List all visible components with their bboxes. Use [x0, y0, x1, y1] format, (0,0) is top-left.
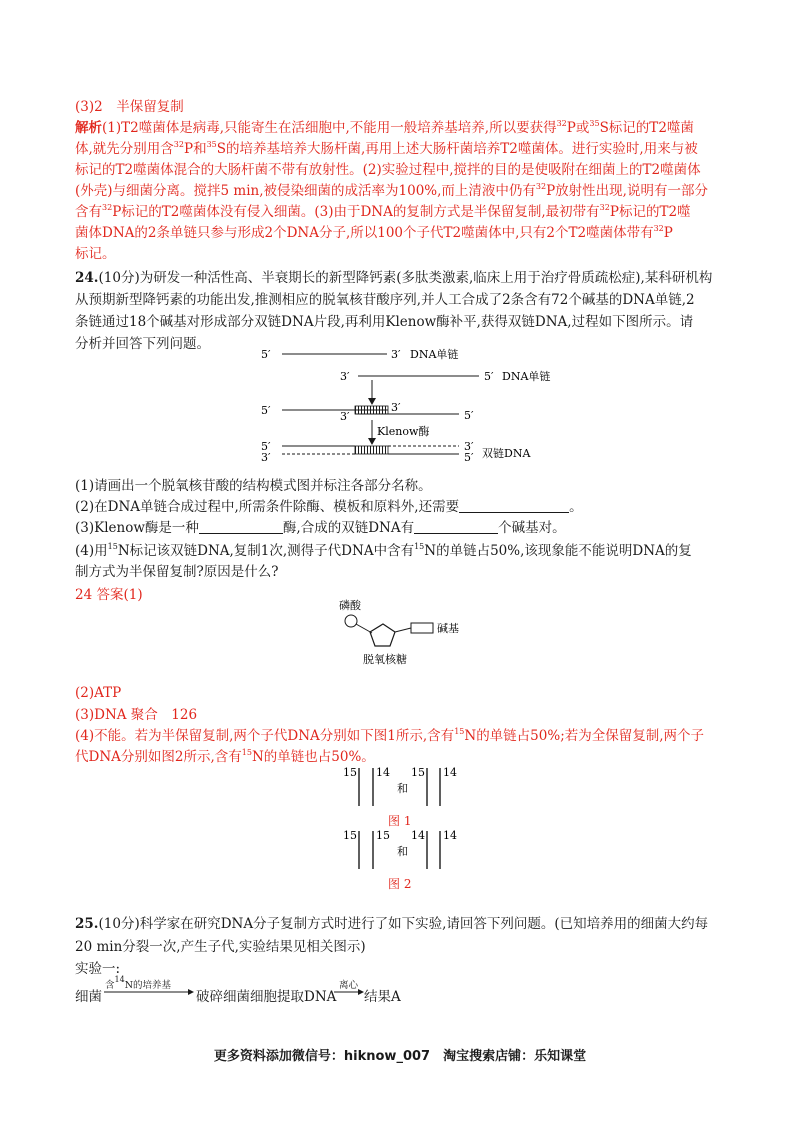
q23-explanation-line-6: 菌体DNA的2条单链只参与形成2个DNA分子,所以100个子代T2噬菌体中,只有2个T2噬菌体带有$^{32}$P	[75, 224, 673, 241]
arrow-2-head	[368, 438, 376, 445]
fig1-caption: 图 1	[388, 814, 412, 828]
dna-synthesis-diagram	[255, 342, 555, 468]
q24-answer-heading: 24 答案(1)	[75, 587, 143, 603]
q24-stem-line-2: 从预期新型降钙素的功能出发,推测相应的脱氧核苷酸序列,并人工合成了2条含有72个碱基的DNA单链,2	[75, 292, 695, 308]
q24-answer-4-line-1: (4)不能。若为半保留复制,两个子代DNA分别如下图1所示,含有$^{15}$N的单链占50%;若为全保留复制,两个子	[75, 727, 705, 744]
q23-explanation-line-1: 解析(1)T2噬菌体是病毒,只能寄生在活细胞中,不能用一般培养基培养,所以要获得$^{32}$P或$^{35}$S标记的T2噬菌	[75, 119, 694, 136]
annealed-5prime-label: 5′	[261, 404, 271, 417]
q23-explanation-line-2: 体,就先分别用含$^{32}$P和$^{35}$S的培养基培养大肠杆菌,再用上述大肠杆菌培养T2噬菌体。进行实验时,用来与被	[75, 140, 698, 157]
answer-blank-3b[interactable]	[414, 519, 498, 534]
nucleotide-diagram	[325, 595, 485, 670]
experiment-1-flow	[75, 976, 475, 1006]
deoxyribose-label: 脱氧核糖	[363, 653, 407, 666]
flow-bacteria: 细菌	[75, 989, 102, 1005]
q23-explanation-line-7: 标记。	[75, 246, 116, 262]
fig1-strand-label-2: 14	[376, 766, 390, 779]
figure-2	[330, 825, 470, 893]
fig2-strand-label-2: 15	[376, 829, 390, 842]
q24-stem-line-4: 分析并回答下列问题。	[75, 336, 210, 352]
strand1-label: DNA单链	[410, 348, 459, 361]
base-rect	[411, 623, 433, 633]
answer-blank-3a[interactable]	[199, 519, 283, 534]
q24-sub-2: (2)在DNA单链合成过程中,所需条件除酶、模板和原料外,还需要 。	[75, 499, 583, 515]
annealed-3prime-bottom-label: 3′	[340, 410, 350, 423]
q24-answer-3: (3)DNA 聚合 126	[75, 707, 198, 723]
flow-result-a: 结果A	[364, 989, 401, 1005]
klenow-enzyme-label: Klenow酶	[377, 425, 430, 438]
fig1-and: 和	[397, 782, 408, 795]
q24-stem-line-3: 条链通过18个碱基对形成部分双链DNA片段,再利用Klenow酶补平,获得双链DNA,过程如下图所示。请	[75, 314, 694, 330]
q24-sub-1: (1)请画出一个脱氧核苷酸的结构模式图并标注各部分名称。	[75, 478, 432, 494]
phosphate-label: 磷酸	[339, 599, 361, 612]
q24-answer-2: (2)ATP	[75, 685, 122, 701]
flow-extract-dna: 破碎细菌细胞提取DNA	[196, 989, 337, 1005]
q23-answer-line: (3)2 半保留复制	[75, 99, 184, 115]
strand2-3prime-label: 3′	[340, 370, 350, 383]
flow-arrow-1-label: 含$^{14}$N的培养基	[105, 975, 172, 991]
arrow-1-head	[368, 398, 376, 405]
q23-explanation-line-5: 含有$^{32}$P标记的T2噬菌体没有侵入细菌。(3)由于DNA的复制方式是半保留复制,最初带有$^{32}$P标记的T2噬	[75, 203, 691, 220]
ds-3prime-top-label: 3′	[464, 440, 474, 453]
flow-arrow-2	[334, 988, 366, 996]
strand1-3prime-label: 3′	[391, 348, 401, 361]
figure-1	[330, 762, 470, 830]
strand2-5prime-label: 5′	[484, 370, 494, 383]
fig2-and: 和	[397, 845, 408, 858]
answer-blank-2[interactable]	[459, 498, 569, 513]
q23-explanation-line-3: 标记的T2噬菌体混合的大肠杆菌不带有放射性。(2)实验过程中,搅拌的目的是使吸附在细菌上的T2噬菌体	[75, 162, 701, 178]
base-label: 碱基	[437, 622, 459, 635]
q24-sub-4-line-2: 制方式为半保留复制?原因是什么?	[75, 564, 279, 580]
double-strand-label: 双链DNA	[482, 447, 531, 460]
sugar-base-bond	[395, 628, 411, 632]
fig2-strand-label-4: 14	[443, 829, 457, 842]
ds-pairing-region	[355, 446, 388, 454]
strand1-5prime-label: 5′	[261, 348, 271, 361]
q24-sub-3: (3)Klenow酶是一种 酶,合成的双链DNA有 个碱基对。	[75, 520, 566, 536]
q25-stem-line-2: 20 min分裂一次,产生子代,实验结果见相关图示)	[75, 939, 366, 955]
fig2-strand-label-3: 14	[411, 829, 425, 842]
annealed-pairing-region	[355, 406, 388, 414]
annealed-3prime-top-label: 3′	[391, 401, 401, 414]
deoxyribose-pentagon	[370, 624, 395, 646]
q24-answer-4-line-2: 代DNA分别如图2所示,含有$^{15}$N的单链也占50%。	[75, 748, 375, 765]
ds-5prime-top-label: 5′	[261, 440, 271, 453]
q25-experiment-label: 实验一:	[75, 961, 121, 977]
q25-stem-line-1: 25.(10分)科学家在研究DNA分子复制方式时进行了如下实验,请回答下列问题。(已知培养用的细菌大约每	[75, 916, 709, 932]
flow-arrow-2-label: 离心	[339, 980, 359, 991]
q24-sub-4-line-1: (4)用$^{15}$N标记该双链DNA,复制1次,测得子代DNA中含有$^{15}$N的单链占50%,该现象能不能说明DNA的复	[75, 542, 692, 559]
ds-3prime-bottom-label: 3′	[261, 451, 271, 464]
q24-stem-line-1: 24.(10分)为研发一种活性高、半衰期长的新型降钙素(多肽类激素,临床上用于治疗骨质疏松症),某科研机构	[75, 270, 713, 286]
fig1-strand-label-3: 15	[411, 766, 425, 779]
fig2-strand-label-1: 15	[343, 829, 357, 842]
fig1-strand-label-4: 14	[443, 766, 457, 779]
fig2-caption: 图 2	[388, 877, 412, 891]
annealed-5prime-bottom-label: 5′	[464, 409, 474, 422]
q23-explanation-line-4: (外壳)与细菌分离。搅拌5 min,被侵染细菌的成活率为100%,而上清液中仍有$^{32}$P放射性出现,说明有一部分	[75, 182, 708, 199]
flow-arrow-1	[104, 988, 196, 996]
phosphate-circle	[345, 615, 357, 627]
page-footer: 更多资料添加微信号：hiknow_007 淘宝搜索店铺：乐知课堂	[213, 1049, 587, 1064]
ds-5prime-bottom-label: 5′	[464, 451, 474, 464]
fig1-strand-label-1: 15	[343, 766, 357, 779]
strand2-label: DNA单链	[502, 370, 551, 383]
